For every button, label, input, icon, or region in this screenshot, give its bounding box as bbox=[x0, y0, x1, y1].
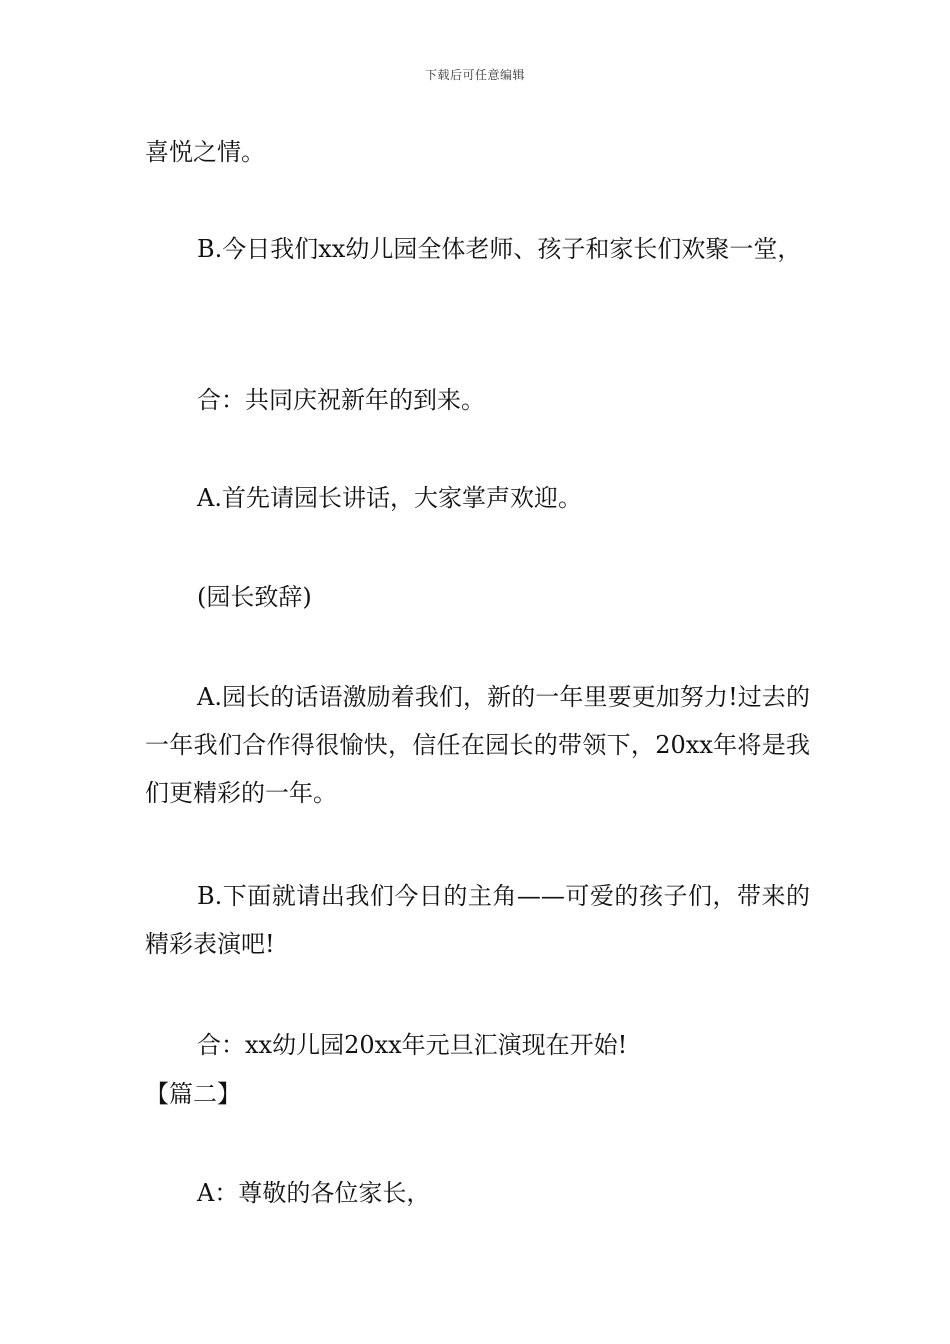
paragraph-together-celebrate: 合：共同庆祝新年的到来。 bbox=[197, 386, 485, 414]
paragraph-continuation: 喜悦之情。 bbox=[145, 138, 265, 166]
section-heading-part-two: 【篇二】 bbox=[145, 1080, 241, 1108]
paragraph-together-start: 合：xx幼儿园20xx年元旦汇演现在开始! bbox=[197, 1031, 628, 1059]
paragraph-a-new-year: A.园长的话语激励着我们，新的一年里要更加努力!过去的一年我们合作得很愉快，信任在园长的带领下，20xx年将是我们更精彩的一年。 bbox=[145, 683, 810, 807]
page-header: 下载后可任意编辑 bbox=[424, 68, 525, 82]
paragraph-a-greeting: A：尊敬的各位家长， bbox=[197, 1179, 431, 1207]
paragraph-principal-address: (园长致辞) bbox=[197, 583, 312, 611]
paragraph-b-gathering: B.今日我们xx幼儿园全体老师、孩子和家长们欢聚一堂， bbox=[197, 235, 802, 263]
paragraph-b-performance: B.下面就请出我们今日的主角——可爱的孩子们，带来的精彩表演吧! bbox=[145, 882, 810, 958]
paragraph-a-principal-speech: A.首先请园长讲话，大家掌声欢迎。 bbox=[197, 484, 582, 512]
